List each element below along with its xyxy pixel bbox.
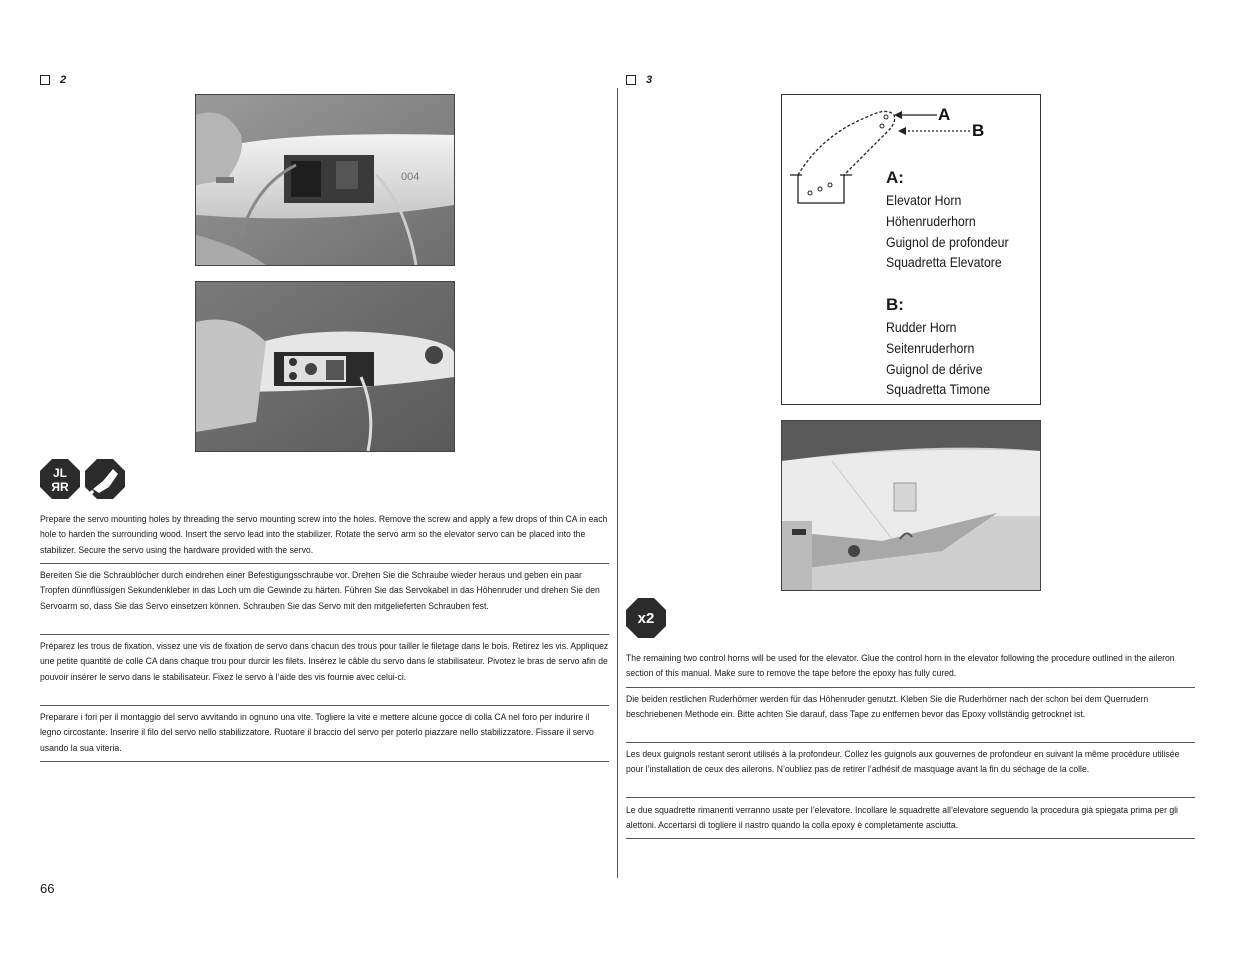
thin-ca-glue-icon (85, 459, 125, 504)
label-line: Guignol de dérive (886, 360, 983, 377)
instruction-de: Bereiten Sie die Schraublöcher durch eindrehen einer Befestigungsschraube vor. Drehen Sie die Schraube wieder heraus und geben ein paar Tropfen dünnflüssigen Sekundenkleber in das Loch um die Gewinde zu härten. Führen Sie das Servokabel in das Höhenruder und drehen Sie den Servoarm so, dass Sie das Servo einsetzen können. Schrauben Sie das Servo mit den mitgelieferten Schrauben fest. (40, 570, 600, 612)
checkbox-icon[interactable] (626, 75, 636, 85)
instruction-en: Prepare the servo mounting holes by threading the servo mounting screw into the holes. Remove the screw and apply a few drops of thin CA in each hole to harden the surrounding wood. Insert the servo lead into the stabilizer. Rotate the servo arm so the elevator servo can be placed into the stabilizer. Secure the servo using the hardware provided with the servo. (40, 514, 608, 556)
horn-a-labels (886, 190, 1009, 273)
elevator-horn-photo (781, 420, 1041, 591)
screw-hardware-icon (40, 459, 80, 504)
photo-label: 004 (401, 171, 420, 183)
label-line: Squadretta Elevatore (886, 254, 1002, 271)
callout-b: B (972, 121, 985, 140)
instruction-fr: Les deux guignols restant seront utilisés à la profondeur. Collez les guignols aux gouvernes de profondeur en suivant la même procédure utilisée pour l’installation de ceux des ailerons. N’oubliez pas de retirer l’adhésif de masquage avant la fin du séchage de la colle. (626, 749, 1180, 776)
label-line: Höhenruderhorn (886, 212, 976, 229)
instruction-fr: Préparez les trous de fixation, vissez une vis de fixation de servo dans chacun des trous pour tailler le filetage dans le bois. Retirez les vis. Appliquez une petite quantité de colle CA dans chaque trou pour durcir les filets. Insérez le câble du servo dans le stabilisateur. Pivotez le bras de servo afin de pouvoir insérer le servo dans le stabilisateur. Fixez le servo à l’aide des vis fournie avec celui-ci. (40, 641, 609, 683)
label-line: Squadretta Timone (886, 381, 991, 398)
svg-text:x2: x2 (637, 610, 655, 627)
label-line: Rudder Horn (886, 319, 957, 335)
label-line: Elevator Horn (886, 192, 962, 208)
column-divider (617, 88, 618, 878)
instruction-de: Die beiden restlichen Ruderhörner werden für das Höhenruder genutzt. Kleben Sie die Ruderhörner nach der schon bei dem Querrudern beschriebenen Methode ein. Bitte achten Sie darauf, dass Tape zu entfernen bevor das Epoxy vollständig getrocknet ist. (626, 694, 1149, 721)
instruction-en: The remaining two control horns will be used for the elevator. Glue the control horn in the elevator following the procedure outlined in the aileron section of this manual. Make sure to remove the tape before the epoxy has fully cured. (626, 653, 1175, 680)
instruction-it: Le due squadrette rimanenti verranno usate per l’elevatore. Incollare le squadrette all’elevatore seguendo la procedura già spiegata prima per gli alettoni. Accertarsi di togliere il nastro quando la colla epoxy è completamente asciutta. (626, 805, 1178, 832)
divider-line (40, 563, 609, 564)
page-number: 66 (40, 881, 55, 896)
horn-b-labels (886, 317, 990, 400)
checkbox-icon[interactable] (40, 75, 50, 85)
step-number: 3 (646, 74, 653, 86)
svg-text:ЯR: ЯR (51, 480, 69, 494)
heading-a: A: (886, 168, 904, 187)
divider-line (40, 705, 609, 706)
divider-line (626, 742, 1195, 743)
heading-b: B: (886, 295, 904, 314)
quantity-badge (626, 598, 666, 643)
step-2-header (40, 74, 66, 86)
servo-photo-bottom (195, 281, 455, 452)
callout-a: A (938, 105, 951, 124)
divider-line (626, 797, 1195, 798)
control-horn-diagram (781, 94, 1041, 405)
divider-line (40, 761, 609, 762)
divider-line (626, 838, 1195, 839)
divider-line (40, 634, 609, 635)
step-number: 2 (60, 74, 67, 86)
divider-line (626, 687, 1195, 688)
svg-text:JL: JL (52, 466, 68, 480)
servo-photo-top (195, 94, 455, 266)
label-line: Seitenruderhorn (886, 339, 975, 356)
instruction-it: Preparare i fori per il montaggio del servo avvitando in ognuno una vite. Togliere la vite e mettere alcune gocce di colla CA nel foro per indurire il legno circostante. Inserire il filo del servo nello stabilizzatore. Ruotare il braccio del servo per poterlo piazzare nello stabilizzatore. Fissare il servo usando la sua viteria. (40, 712, 594, 754)
label-line: Guignol de profondeur (886, 233, 1009, 250)
step-3-header (626, 74, 652, 86)
